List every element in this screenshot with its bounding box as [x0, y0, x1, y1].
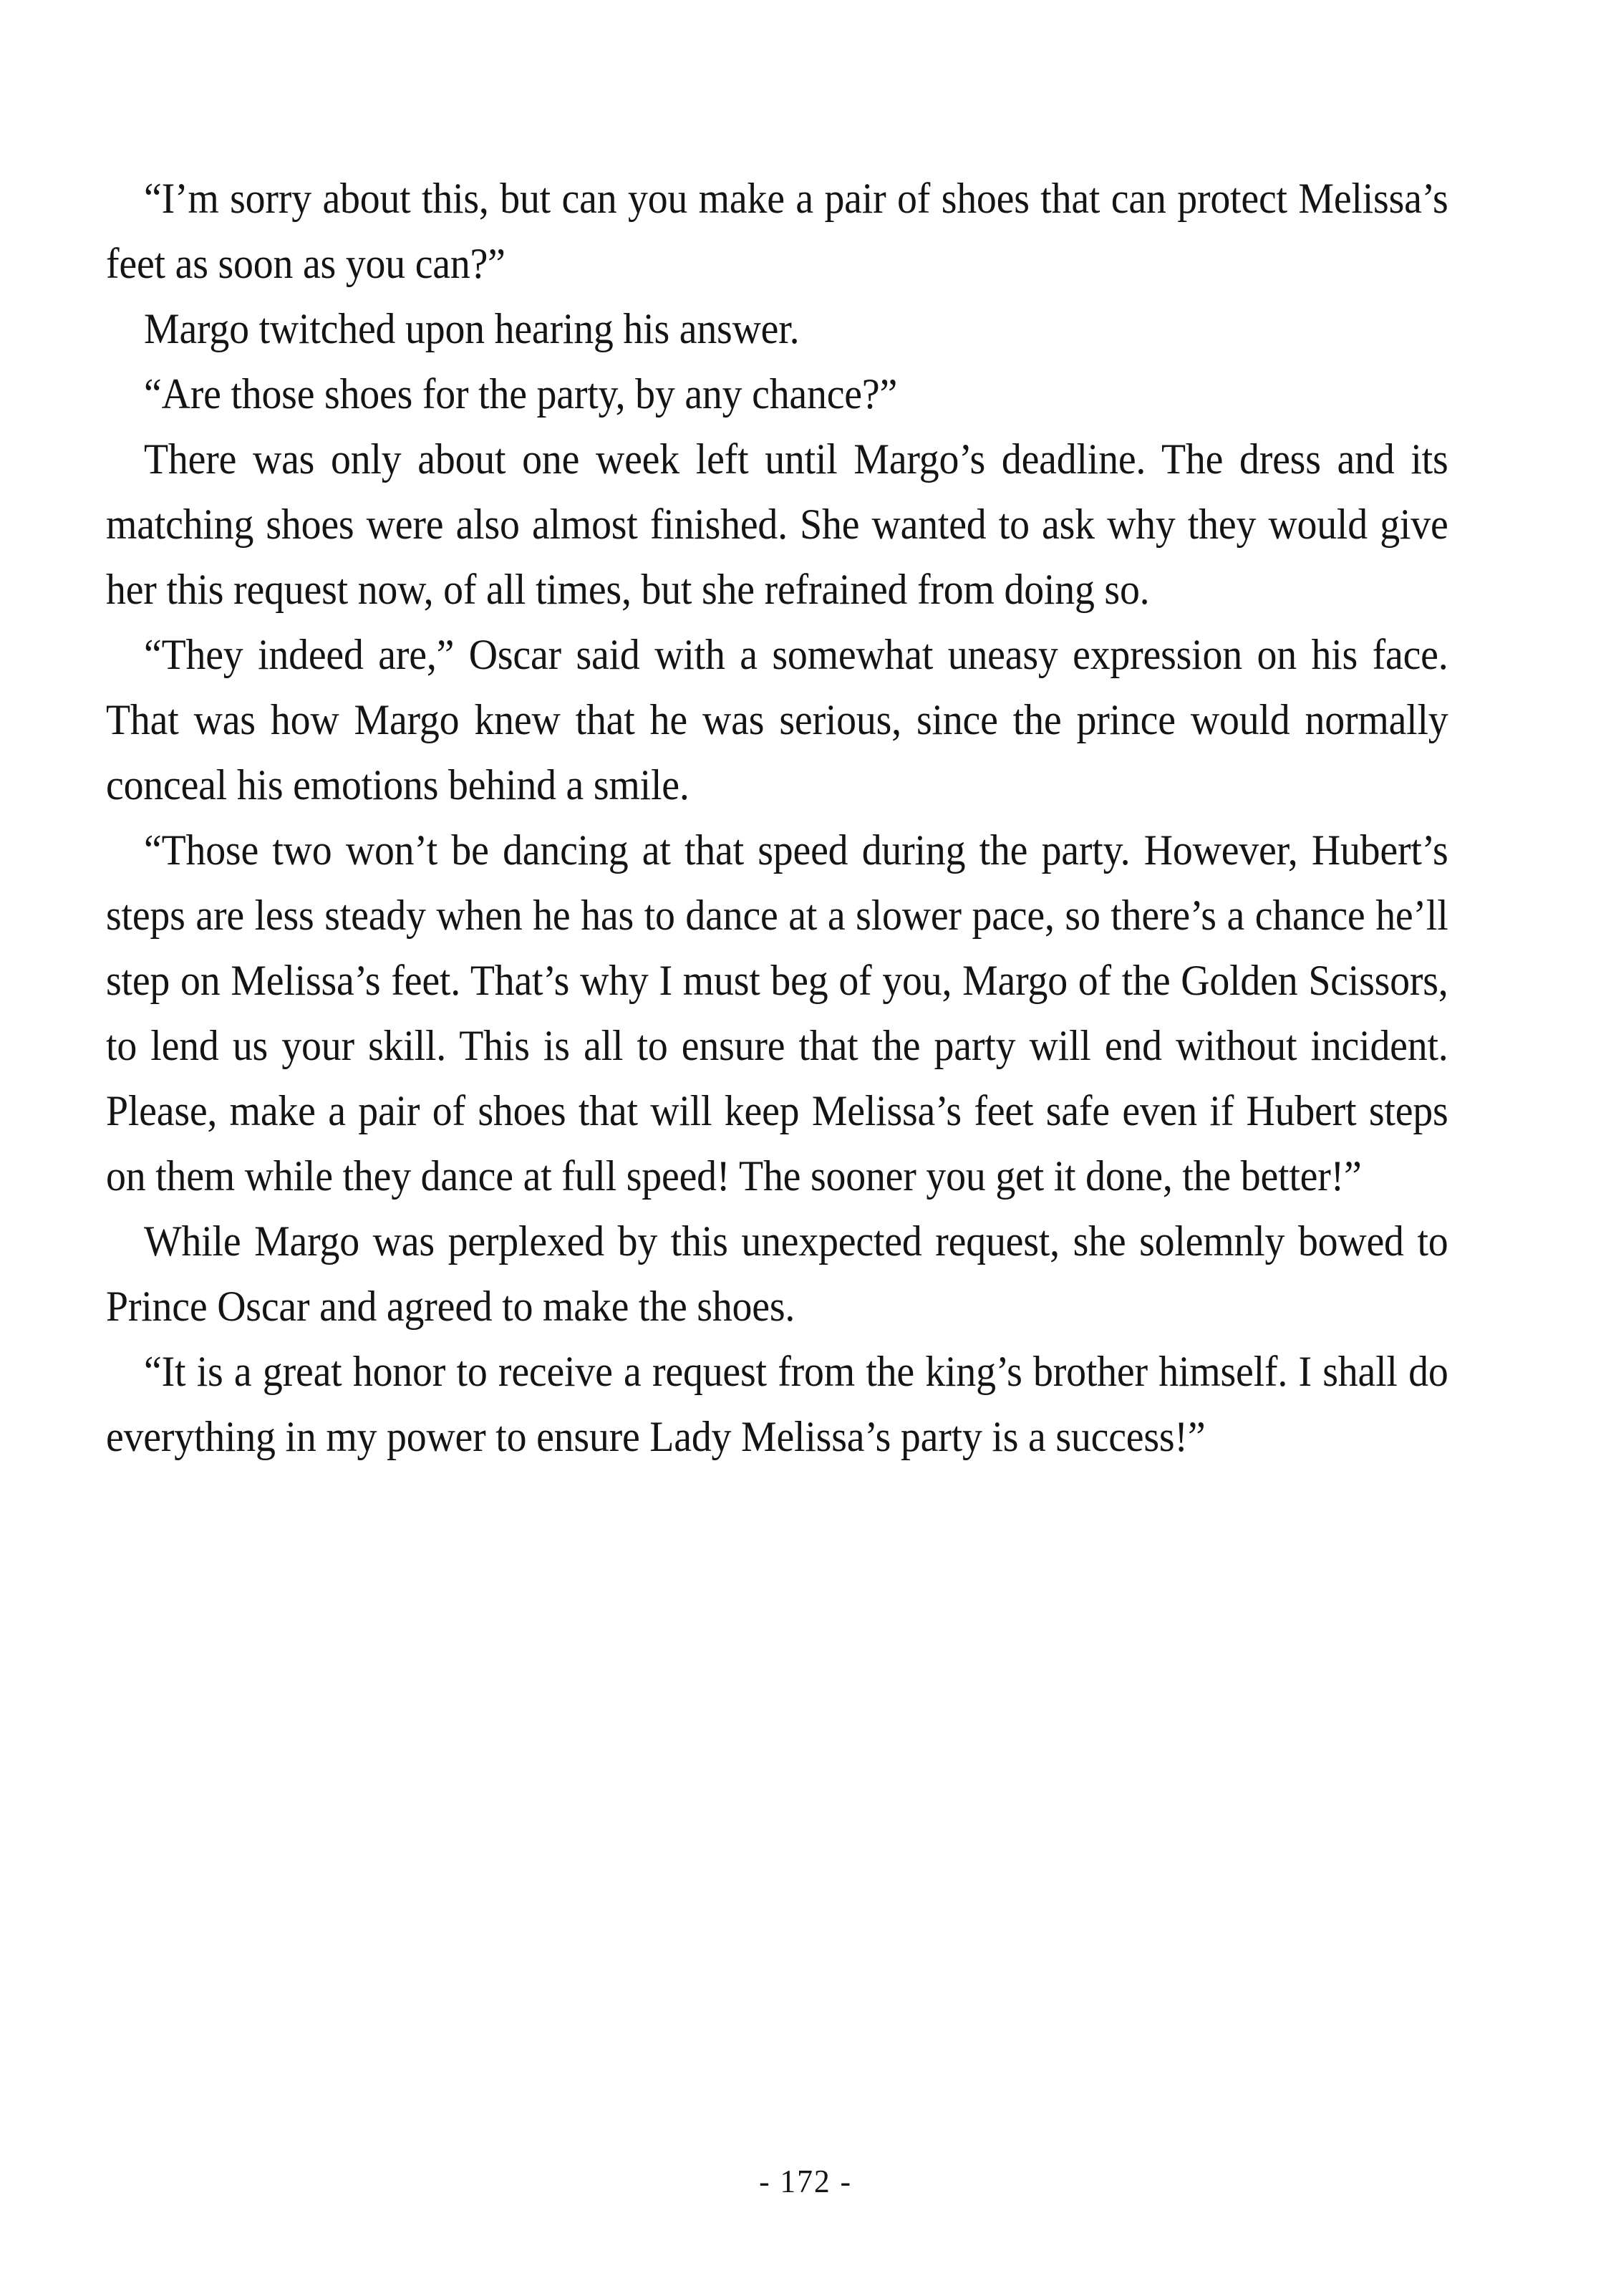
- paragraph: There was only about one week left until Margo’s deadline. The dress and its matching shoes were also almost finished. She wanted to ask why they would give her this request now, of all times, but she refrained from doing so.: [106, 435, 1448, 613]
- paragraph: “Those two won’t be dancing at that speed during the party. However, Hubert’s steps are less steady when he has to dance at a slower pace, so there’s a chance he’ll step on Melissa’s feet. That’s why I must beg of you, Margo of the Golden Scissors, to lend us your skill. This is all to ensure that the party will end without incident. Please, make a pair of shoes that will keep Melissa’s feet safe even if Hubert steps on them while they dance at full speed! The sooner you get it done, the better!”: [106, 826, 1448, 1200]
- paragraph: “It is a great honor to receive a request from the king’s brother himself. I shall do everything in my power to ensure Lady Melissa’s party is a success!”: [106, 1348, 1448, 1460]
- paragraph: “They indeed are,” Oscar said with a somewhat uneasy expression on his face. That was how Margo knew that he was serious, since the prince would normally conceal his emotions behind a smile.: [106, 631, 1448, 809]
- paragraph: While Margo was perplexed by this unexpected request, she solemnly bowed to Prince Oscar and agreed to make the shoes.: [106, 1217, 1448, 1330]
- page-body-text: [106, 166, 1448, 1470]
- page-number: - 172 -: [759, 2163, 852, 2199]
- paragraph: “Are those shoes for the party, by any chance?”: [144, 370, 898, 418]
- paragraph: Margo twitched upon hearing his answer.: [144, 305, 800, 352]
- paragraph: “I’m sorry about this, but can you make a pair of shoes that can protect Melissa’s feet as soon as you can?”: [106, 175, 1448, 287]
